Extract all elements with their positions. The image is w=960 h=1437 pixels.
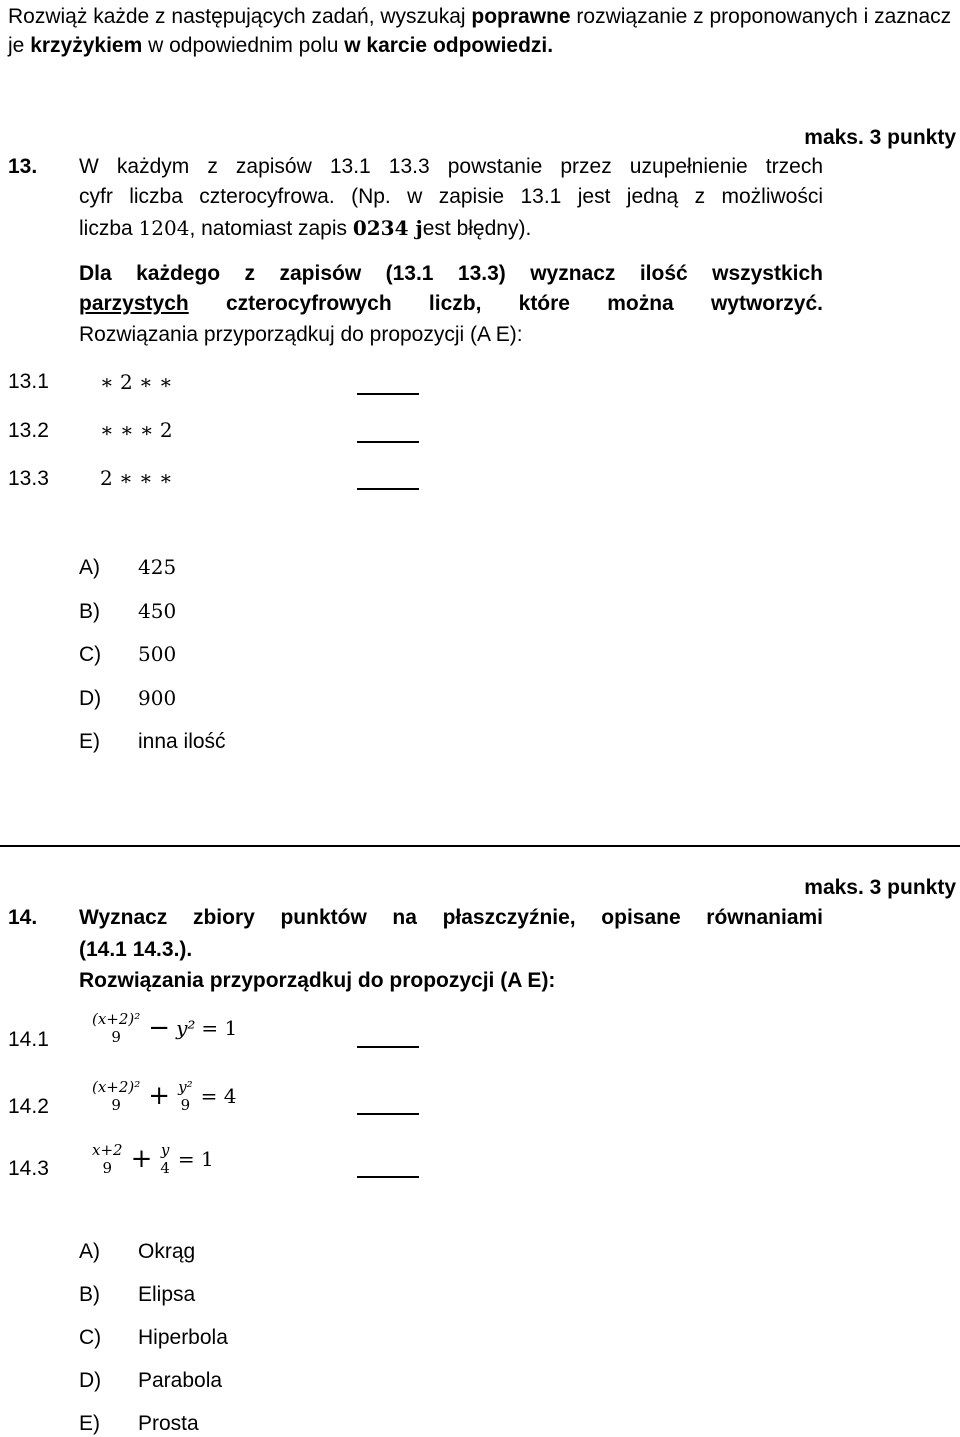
fraction (90, 1010, 142, 1046)
instructions-text: w odpowiednim polu (142, 34, 345, 57)
equation-rhs: = 1 (201, 1015, 238, 1040)
q14-option-value: Prosta (138, 1412, 199, 1435)
q13-option-value: 425 (138, 555, 177, 579)
q13-even-underlined: parzystych (79, 292, 189, 315)
equation-operator: − (148, 1012, 171, 1043)
instructions-emphasis-cross: krzyżykiem (30, 34, 143, 57)
q13-line-3 (79, 213, 823, 244)
q13-invalid-example: 0234 j (352, 216, 423, 240)
q13-option-letter: C) (79, 643, 102, 666)
q13-number: 13. (8, 155, 38, 178)
q14-item-label: 14.3 (8, 1157, 49, 1180)
q14-item-label: 14.1 (8, 1028, 49, 1051)
answer-blank[interactable] (357, 1176, 419, 1178)
q13-item-pattern: 2 ∗ ∗ ∗ (100, 466, 173, 490)
q14-equation (90, 1078, 236, 1114)
q13-line-3-text: liczba (79, 217, 139, 240)
equation-rhs: = 4 (200, 1083, 237, 1108)
q13-option-letter: D) (79, 687, 102, 710)
q14-option-letter: D) (79, 1369, 102, 1392)
q13-option-value: 450 (138, 599, 177, 623)
q13-item-label: 13.3 (8, 467, 49, 490)
equation-operator: + (148, 1080, 171, 1111)
instructions-text: Rozwiąż każde z następujących zadań, wyszukaj (8, 5, 472, 28)
fraction-numerator: x+2 (92, 1141, 123, 1159)
q13-task-2 (79, 289, 823, 319)
q13-option-value: 500 (138, 642, 177, 666)
q14-number: 14. (8, 906, 38, 929)
fraction-denominator: 9 (102, 1159, 113, 1177)
q14-option-value: Parabola (138, 1369, 223, 1392)
q14-option-letter: C) (79, 1326, 102, 1349)
fraction-numerator: (x+2)² (92, 1078, 141, 1096)
q14-max-points: maks. 3 punkty (804, 876, 956, 899)
fraction-denominator: 9 (111, 1096, 121, 1114)
section-divider (0, 845, 960, 847)
fraction (90, 1141, 125, 1177)
q13-item-label: 13.1 (8, 370, 49, 393)
q14-line-1: Wyznacz zbiory punktów na płaszczyźnie, opisane równaniami (79, 906, 823, 929)
q14-line-3: Rozwiązania przyporządkuj do propozycji (A E): (79, 969, 556, 992)
fraction-denominator: 4 (160, 1159, 170, 1177)
q14-option-value: Elipsa (138, 1283, 196, 1306)
q13-item-pattern: ∗ 2 ∗ ∗ (100, 370, 173, 394)
instructions-emphasis-correct: poprawne (471, 5, 571, 28)
q13-option-letter: E) (79, 730, 100, 753)
q13-line-2: cyfr liczba czterocyfrowa. (Np. w zapisie 13.1 jest jedną z możliwości (79, 185, 823, 208)
q14-line-2: (14.1 14.3.). (79, 938, 193, 961)
q14-equation (90, 1010, 237, 1046)
fraction (158, 1141, 172, 1177)
q13-line-3-text: , natomiast zapis (189, 217, 353, 240)
fraction-numerator: y² (178, 1078, 193, 1096)
q13-item-label: 13.2 (8, 419, 49, 442)
fraction-numerator: (x+2)² (92, 1010, 141, 1028)
q14-option-letter: B) (79, 1283, 100, 1306)
q13-option-letter: A) (79, 556, 100, 579)
q14-option-letter: E) (79, 1412, 100, 1435)
q13-task-3: Rozwiązania przyporządkuj do propozycji (A E): (79, 323, 523, 346)
fraction (176, 1078, 195, 1114)
q14-option-value: Okrąg (138, 1240, 196, 1263)
answer-blank[interactable] (357, 488, 419, 490)
equation-rhs: = 1 (177, 1146, 214, 1171)
fraction (90, 1078, 142, 1114)
equation-operator: + (130, 1143, 153, 1174)
instructions-text: rozwiązanie z proponowanych i zaznacz je (8, 5, 952, 57)
q14-option-letter: A) (79, 1240, 100, 1263)
answer-blank[interactable] (357, 1046, 419, 1048)
equation-term: y² (176, 1015, 196, 1040)
q13-option-value: 900 (138, 686, 177, 710)
q13-task-2-text: czterocyfrowych liczb, które można wytworzyć. (188, 292, 823, 315)
answer-blank[interactable] (357, 441, 419, 443)
q14-option-value: Hiperbola (138, 1326, 228, 1349)
q13-option-letter: B) (79, 600, 100, 623)
q13-item-pattern: ∗ ∗ ∗ 2 (100, 418, 173, 442)
q14-equation (90, 1141, 214, 1177)
q13-line-3-text: est błędny). (422, 217, 532, 240)
instructions (8, 2, 958, 60)
q13-example-number: 1204 (138, 216, 190, 240)
answer-blank[interactable] (357, 393, 419, 395)
q14-item-label: 14.2 (8, 1095, 49, 1118)
q13-max-points: maks. 3 punkty (804, 126, 956, 149)
q13-line-1: W każdym z zapisów 13.1 13.3 powstanie przez uzupełnienie trzech (79, 155, 823, 178)
instructions-emphasis-answer-card: w karcie odpowiedzi. (344, 34, 554, 57)
fraction-numerator: y (160, 1141, 170, 1159)
fraction-denominator: 9 (180, 1096, 191, 1114)
q13-option-value: inna ilość (138, 730, 226, 753)
fraction-denominator: 9 (111, 1028, 121, 1046)
q13-task-1: Dla każdego z zapisów (13.1 13.3) wyznacz ilość wszystkich (79, 262, 823, 285)
answer-blank[interactable] (357, 1113, 419, 1115)
